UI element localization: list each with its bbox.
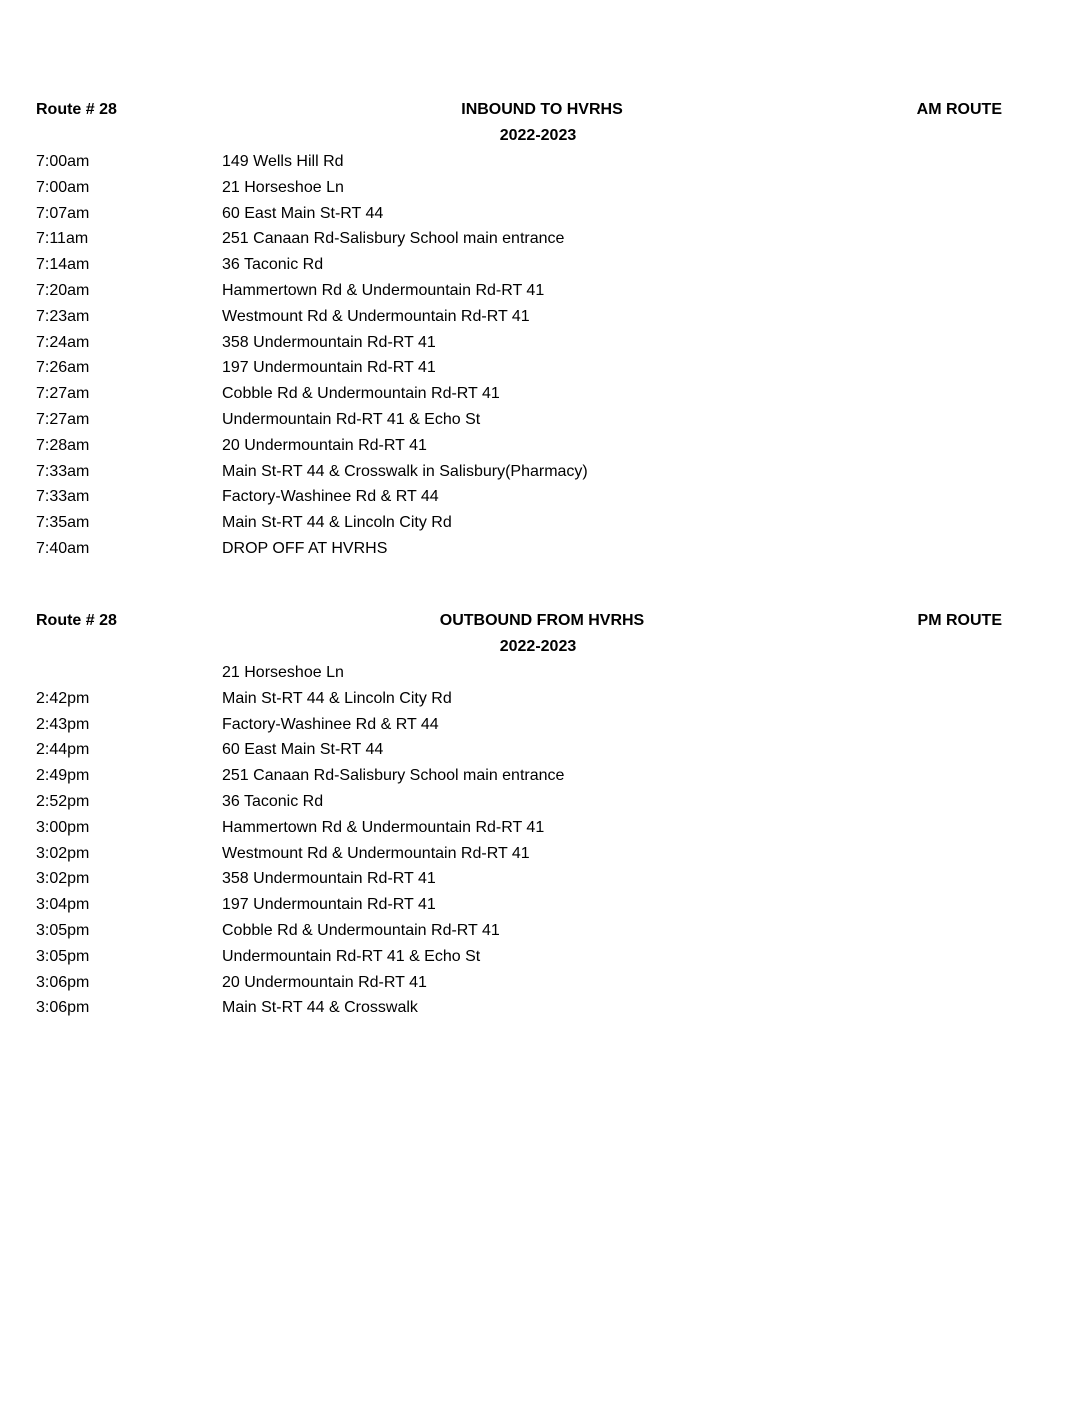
stop-place: 251 Canaan Rd-Salisbury School main entrance	[222, 767, 565, 785]
stop-time: 7:35am	[36, 514, 90, 532]
stop-row	[0, 459, 1088, 485]
pm-header-row	[0, 608, 1088, 634]
stop-place: 21 Horseshoe Ln	[222, 178, 344, 196]
stop-place: Undermountain Rd-RT 41 & Echo St	[222, 947, 481, 965]
stop-place: Cobble Rd & Undermountain Rd-RT 41	[222, 921, 500, 939]
stop-place: 36 Taconic Rd	[222, 792, 324, 810]
stop-place: 60 East Main St-RT 44	[222, 741, 384, 759]
stop-time: 7:00am	[36, 178, 90, 196]
stop-row	[0, 407, 1088, 433]
stop-time: 2:43pm	[36, 715, 90, 733]
stop-place: 197 Undermountain Rd-RT 41	[222, 359, 436, 377]
stop-row	[0, 510, 1088, 536]
stop-time: 7:28am	[36, 436, 90, 454]
am-route-year: 2022-2023	[499, 127, 577, 144]
stop-place: Westmount Rd & Undermountain Rd-RT 41	[222, 844, 530, 862]
stop-place: 358 Undermountain Rd-RT 41	[222, 333, 436, 351]
stop-time: 7:24am	[36, 333, 90, 351]
stop-place: 36 Taconic Rd	[222, 256, 324, 274]
stop-place: Main St-RT 44 & Crosswalk in Salisbury(Pharmacy)	[222, 462, 588, 480]
am-route-title: INBOUND TO HVRHS	[461, 101, 623, 118]
am-header-row	[0, 97, 1088, 123]
stop-place: 60 East Main St-RT 44	[222, 204, 384, 222]
stop-place: 20 Undermountain Rd-RT 41	[222, 436, 427, 454]
stop-time: 7:23am	[36, 307, 90, 325]
stop-row	[0, 201, 1088, 227]
stop-place: Westmount Rd & Undermountain Rd-RT 41	[222, 307, 530, 325]
stop-place: Factory-Washinee Rd & RT 44	[222, 488, 439, 506]
stop-row	[0, 841, 1088, 867]
stop-place: DROP OFF AT HVRHS	[222, 539, 388, 557]
stop-time: 3:00pm	[36, 818, 90, 836]
stop-place: 21 Horseshoe Ln	[222, 664, 344, 681]
stop-row	[0, 763, 1088, 789]
stop-place: Hammertown Rd & Undermountain Rd-RT 41	[222, 281, 545, 299]
stop-row	[0, 866, 1088, 892]
stop-place: 251 Canaan Rd-Salisbury School main entrance	[222, 230, 565, 248]
stop-row	[0, 175, 1088, 201]
stop-place: Main St-RT 44 & Lincoln City Rd	[222, 689, 452, 707]
stop-row	[0, 892, 1088, 918]
stop-time: 3:06pm	[36, 999, 90, 1017]
stop-row	[0, 995, 1088, 1021]
stop-time: 2:52pm	[36, 792, 90, 810]
am-route-number: Route # 28	[36, 101, 117, 118]
stop-row	[0, 226, 1088, 252]
stop-time: 3:05pm	[36, 921, 90, 939]
stop-row	[0, 944, 1088, 970]
stop-time: 7:00am	[36, 153, 90, 170]
am-route-period: AM ROUTE	[916, 101, 1002, 118]
stop-row	[0, 355, 1088, 381]
stop-place: 20 Undermountain Rd-RT 41	[222, 973, 427, 991]
pm-route-number: Route # 28	[36, 612, 117, 629]
stop-row	[0, 712, 1088, 738]
stop-row	[0, 970, 1088, 996]
stop-row	[0, 815, 1088, 841]
stop-time: 3:02pm	[36, 870, 90, 888]
stop-time: 3:04pm	[36, 896, 90, 914]
stop-time: 2:42pm	[36, 689, 90, 707]
stop-place: Undermountain Rd-RT 41 & Echo St	[222, 410, 481, 428]
stop-row	[0, 304, 1088, 330]
pm-route-section	[0, 608, 1088, 1021]
pm-route-title: OUTBOUND FROM HVRHS	[439, 612, 645, 629]
stop-place: 149 Wells Hill Rd	[222, 153, 344, 170]
stop-time: 7:27am	[36, 410, 90, 428]
stop-place: Main St-RT 44 & Crosswalk	[222, 999, 418, 1017]
pm-route-year: 2022-2023	[499, 638, 577, 655]
am-stop-list	[0, 149, 1088, 562]
stop-row	[0, 789, 1088, 815]
stop-time: 7:33am	[36, 462, 90, 480]
stop-time: 7:20am	[36, 281, 90, 299]
stop-time: 7:26am	[36, 359, 90, 377]
stop-place: 197 Undermountain Rd-RT 41	[222, 896, 436, 914]
stop-place: Hammertown Rd & Undermountain Rd-RT 41	[222, 818, 545, 836]
stop-time: 7:40am	[36, 539, 90, 557]
stop-row	[0, 918, 1088, 944]
stop-place: Factory-Washinee Rd & RT 44	[222, 715, 439, 733]
stop-time: 3:06pm	[36, 973, 90, 991]
stop-time: 7:27am	[36, 385, 90, 403]
stop-time: 3:02pm	[36, 844, 90, 862]
stop-row	[0, 484, 1088, 510]
stop-row	[0, 381, 1088, 407]
pm-stop-list	[0, 660, 1088, 1021]
stop-row	[0, 536, 1088, 562]
stop-time: 2:49pm	[36, 767, 90, 785]
stop-row	[0, 686, 1088, 712]
stop-place: Cobble Rd & Undermountain Rd-RT 41	[222, 385, 500, 403]
stop-place: 358 Undermountain Rd-RT 41	[222, 870, 436, 888]
stop-row	[0, 660, 1088, 686]
stop-row	[0, 278, 1088, 304]
stop-time: 3:05pm	[36, 947, 90, 965]
stop-time: 7:33am	[36, 488, 90, 506]
pm-route-period: PM ROUTE	[917, 612, 1002, 629]
stop-time: 7:07am	[36, 204, 90, 222]
stop-row	[0, 252, 1088, 278]
stop-place: Main St-RT 44 & Lincoln City Rd	[222, 514, 452, 532]
stop-time: 7:11am	[36, 230, 89, 248]
stop-time: 7:14am	[36, 256, 90, 274]
stop-time: 2:44pm	[36, 741, 90, 759]
stop-row	[0, 737, 1088, 763]
stop-row	[0, 330, 1088, 356]
am-route-section	[0, 97, 1088, 562]
stop-row	[0, 433, 1088, 459]
stop-row	[0, 149, 1088, 175]
